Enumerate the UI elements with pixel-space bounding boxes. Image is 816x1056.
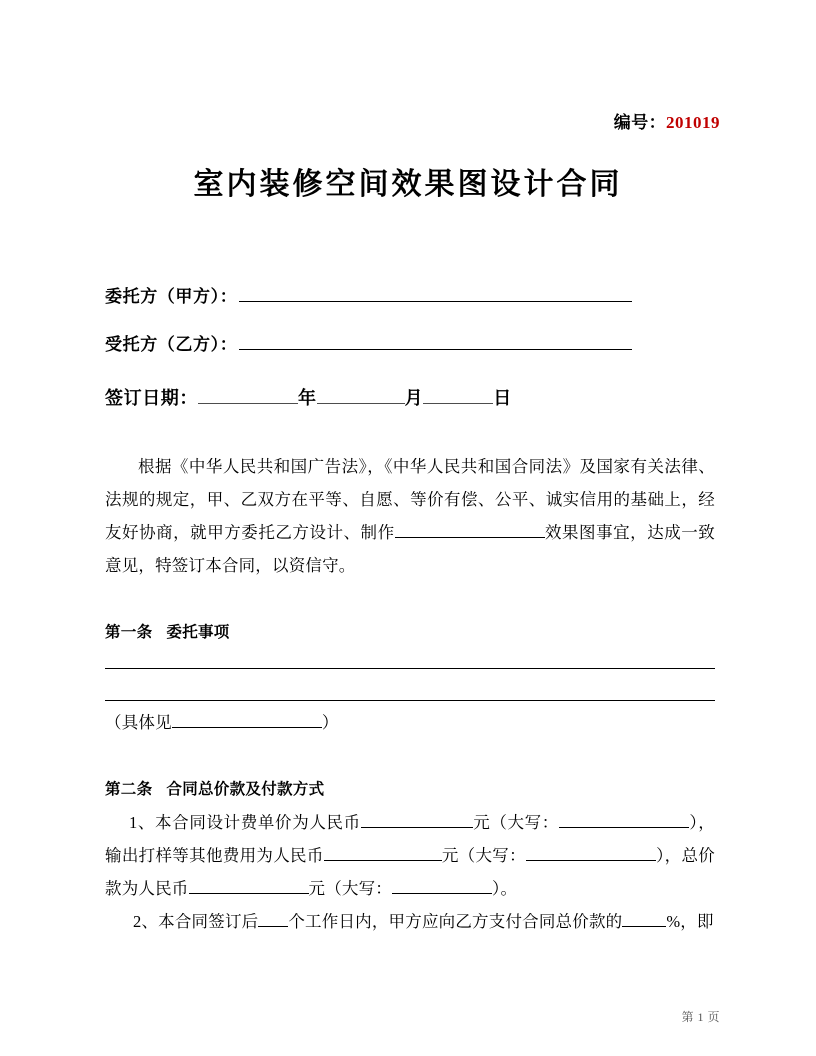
clause-2-1-text-7: ）。 xyxy=(492,879,518,898)
clause-2-2 xyxy=(105,905,715,938)
clause-2-2-days-blank[interactable] xyxy=(258,912,288,927)
party-b-blank[interactable] xyxy=(239,334,632,350)
clause-2-2-text-3: %，即 xyxy=(666,912,714,931)
party-b-label: 受托方（乙方）： xyxy=(105,335,238,354)
page-title: 室内装修空间效果图设计合同 xyxy=(193,168,623,201)
clause-2-1 xyxy=(105,806,715,905)
clause-2-1-unit-price-blank[interactable] xyxy=(361,813,473,828)
sign-date-month-blank[interactable] xyxy=(317,387,405,404)
document-number-value: 201019 xyxy=(666,113,720,132)
sign-date-label: 签订日期： xyxy=(105,388,198,408)
document-number-label: 编号： xyxy=(613,113,666,132)
sign-date-year-blank[interactable] xyxy=(198,387,298,404)
clause-2-1-text-4: 元（大写： xyxy=(441,846,526,865)
section-1-title: 委托事项 xyxy=(166,624,230,641)
sign-date-day-unit: 日 xyxy=(493,388,512,408)
clause-2-1-text-3: ），输出打样等其他费用为人民币 xyxy=(105,813,715,865)
clause-2-1-text-1: 1、本合同设计费单价为人民币 xyxy=(129,813,361,832)
see-detail-prefix: （具体见 xyxy=(105,713,172,732)
sign-date-year-unit: 年 xyxy=(298,388,317,408)
clause-2-2-text-1: 2、本合同签订后 xyxy=(133,912,259,931)
intro-blank[interactable] xyxy=(395,523,545,538)
clause-2-1-unit-price-words-blank[interactable] xyxy=(559,813,689,828)
sign-date-day-blank[interactable] xyxy=(423,387,493,404)
section-1-blank-line-1[interactable] xyxy=(105,668,715,669)
sign-date-line xyxy=(105,384,512,410)
clause-2-1-other-fee-blank[interactable] xyxy=(324,846,442,861)
clause-2-2-percent-blank[interactable] xyxy=(622,912,666,927)
clause-2-1-text-6: 元（大写： xyxy=(308,879,392,898)
section-1-heading xyxy=(105,620,230,642)
sign-date-month-unit: 月 xyxy=(404,388,424,408)
page-number-label: 第 1 页 xyxy=(681,1010,720,1024)
section-1-blank-line-2[interactable] xyxy=(105,700,715,701)
party-b-line xyxy=(105,330,632,355)
party-a-line xyxy=(105,282,632,307)
section-2-heading xyxy=(105,777,324,799)
party-a-blank[interactable] xyxy=(239,286,632,302)
clause-2-1-total-blank[interactable] xyxy=(189,879,309,894)
clause-2-1-other-fee-words-blank[interactable] xyxy=(526,846,656,861)
intro-text-part1: 根据《中华人民共和国广告法》，《中华人民共和国合同法》及国家有关法律、法规的规定，甲、乙双方在平等、自愿、等价有偿、公平、诚实信用的基础上，经友好协商，就甲方委托乙方设计、制作 xyxy=(105,457,715,542)
see-detail-blank[interactable] xyxy=(172,713,322,728)
clause-2-1-text-5: ），总价款为人民币 xyxy=(105,846,715,898)
page-footer xyxy=(96,1008,720,1025)
see-detail-line xyxy=(105,709,339,733)
intro-text-part2: 效果图事宜，达成一致意见，特签订本合同，以资信守。 xyxy=(105,523,716,575)
clause-2-1-text-2: 元（大写： xyxy=(472,813,559,832)
party-a-label: 委托方（甲方）： xyxy=(105,287,238,306)
see-detail-suffix: ） xyxy=(321,713,339,732)
section-2-number: 第二条 xyxy=(105,781,153,798)
clause-2-1-total-words-blank[interactable] xyxy=(392,879,492,894)
document-number xyxy=(96,108,720,133)
section-1-number: 第一条 xyxy=(105,624,153,641)
section-2-title: 合同总价款及付款方式 xyxy=(166,781,325,798)
clause-2-2-text-2: 个工作日内，甲方应向乙方支付合同总价款的 xyxy=(288,912,623,931)
intro-paragraph xyxy=(105,450,715,582)
